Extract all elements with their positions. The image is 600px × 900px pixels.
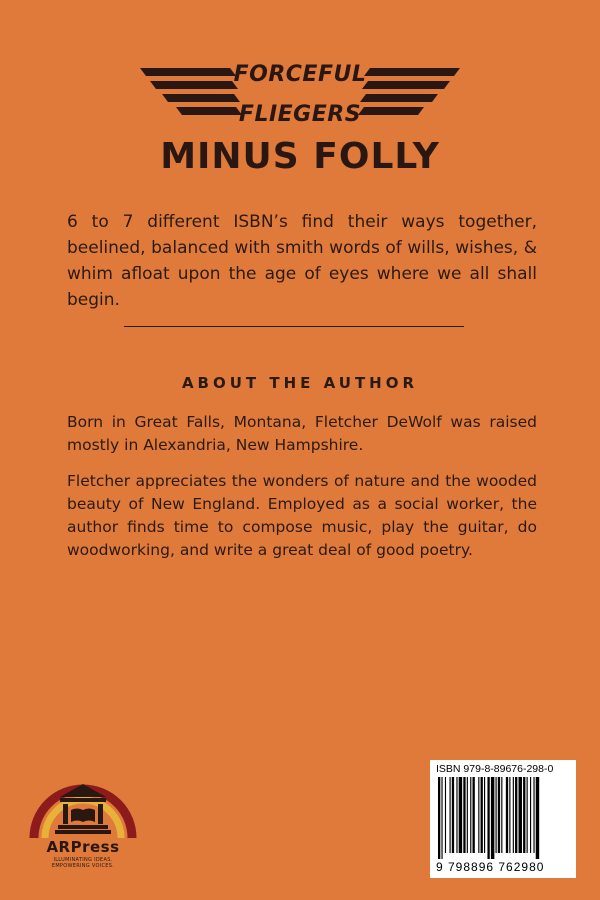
tagline-line-1: ILLUMINATING IDEAS. [53, 857, 113, 863]
barcode-bar [481, 777, 483, 853]
isbn-label: ISBN 979-8-89676-298-0 [436, 763, 554, 775]
barcode-bar [533, 777, 534, 853]
barcode-bars [438, 777, 570, 859]
barcode-bar [484, 777, 485, 853]
title-line-3: MINUS FOLLY [160, 136, 440, 177]
barcode-bar [496, 777, 497, 853]
barcode-bar [463, 777, 465, 853]
tagline-line-2: EMPOWERING VOICES. [51, 863, 115, 869]
isbn-barcode [430, 760, 576, 878]
section-divider [124, 326, 464, 327]
barcode-bar [441, 777, 442, 859]
barcode-bar [473, 777, 475, 853]
title-line-2: FLIEGERS [238, 102, 362, 127]
barcode-bar [456, 777, 457, 853]
barcode-bar [519, 777, 522, 853]
about-heading: ABOUT THE AUTHOR [181, 374, 419, 392]
barcode-bar [536, 777, 539, 859]
isbn-digits: 9 798896 762980 [436, 860, 545, 874]
publisher-name: ARPress [46, 838, 120, 856]
barcode-bar [498, 777, 500, 853]
barcode-bar [450, 777, 451, 853]
about-paragraph-2: Fletcher appreciates the wonders of nature and the wooded beauty of New England. Employed as a social worker, the author finds time to compose music, play the guitar, do woodworking, and write a great deal of good poetry. [67, 472, 537, 559]
library-building-icon [28, 762, 138, 838]
barcode-bar [470, 777, 471, 853]
barcode-bar [530, 777, 531, 853]
barcode-bar [445, 777, 446, 853]
barcode-bar [523, 777, 525, 853]
barcode-bar [438, 777, 440, 859]
publisher-tagline [28, 857, 138, 869]
barcode-bar [501, 777, 502, 853]
barcode-bar [487, 777, 489, 859]
barcode-bar [491, 777, 494, 859]
barcode-bar [478, 777, 479, 853]
barcode-bar [527, 777, 528, 853]
barcode-bar [513, 777, 514, 853]
barcode-bar [509, 777, 510, 853]
title-line-1: FORCEFUL [233, 62, 367, 87]
title-logo [140, 62, 460, 192]
barcode-bar [515, 777, 517, 853]
blurb-text: 6 to 7 different ISBN’s find their ways together, beelined, balanced with smith words of wills, wishes, & whim afloat upon the age of eyes where we all shall begin. [67, 212, 537, 310]
barcode-bar [506, 777, 508, 853]
barcode-bar [452, 777, 454, 853]
barcode-bar [459, 777, 462, 853]
about-paragraph-1: Born in Great Falls, Montana, Fletcher DeWolf was raised mostly in Alexandria, New Hampshire. [67, 413, 537, 454]
barcode-bar [467, 777, 468, 853]
publisher-logo [28, 762, 138, 880]
